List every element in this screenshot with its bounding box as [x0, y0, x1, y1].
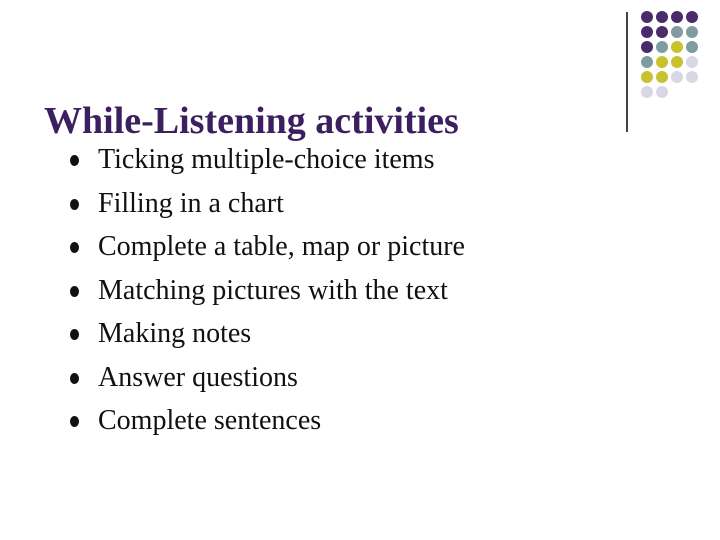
- bullet-text: Matching pictures with the text: [98, 274, 448, 306]
- decorative-dot: [671, 26, 683, 38]
- decorative-dot: [641, 71, 653, 83]
- bullet-text: Answer questions: [98, 361, 298, 393]
- bullet-item: [70, 182, 465, 226]
- decorative-dot: [671, 71, 683, 83]
- decorative-dot: [656, 41, 668, 53]
- bullet-list: [70, 138, 465, 443]
- decorative-dot: [686, 71, 698, 83]
- decorative-dot: [656, 11, 668, 23]
- slide-title: While-Listening activities: [44, 100, 459, 142]
- decorative-dot: [641, 41, 653, 53]
- decorative-dot: [641, 11, 653, 23]
- bullet-icon: [70, 199, 79, 210]
- decorative-dot: [656, 26, 668, 38]
- bullet-icon: [70, 329, 79, 340]
- bullet-icon: [70, 373, 79, 384]
- bullet-text: Making notes: [98, 318, 252, 349]
- decorative-dot: [641, 26, 653, 38]
- bullet-text: Complete sentences: [98, 405, 322, 436]
- decorative-dot: [686, 41, 698, 53]
- bullet-item: [70, 225, 465, 269]
- decorative-dot: [686, 11, 698, 23]
- bullet-icon: [70, 155, 79, 166]
- decorative-dot: [641, 86, 653, 98]
- bullet-text: Complete a table, map or picture: [98, 231, 465, 262]
- bullet-item: [70, 138, 465, 182]
- decorative-dot: [671, 11, 683, 23]
- decorative-dot: [656, 71, 668, 83]
- dot-grid-decoration: [640, 10, 720, 120]
- decorative-dot: [671, 41, 683, 53]
- bullet-text: Filling in a chart: [98, 187, 284, 219]
- decorative-dot: [641, 56, 653, 68]
- bullet-icon: [70, 242, 79, 253]
- bullet-text: Ticking multiple-choice items: [98, 144, 435, 175]
- decorative-dot: [686, 56, 698, 68]
- bullet-item: [70, 399, 465, 443]
- bullet-icon: [70, 286, 79, 297]
- decorative-dot: [656, 86, 668, 98]
- decorative-dot: [656, 56, 668, 68]
- bullet-icon: [70, 416, 79, 427]
- decorative-dot: [671, 56, 683, 68]
- bullet-item: [70, 269, 465, 313]
- bullet-item: [70, 312, 465, 356]
- divider-line: [626, 12, 628, 132]
- bullet-item: [70, 356, 465, 400]
- decorative-dot: [686, 26, 698, 38]
